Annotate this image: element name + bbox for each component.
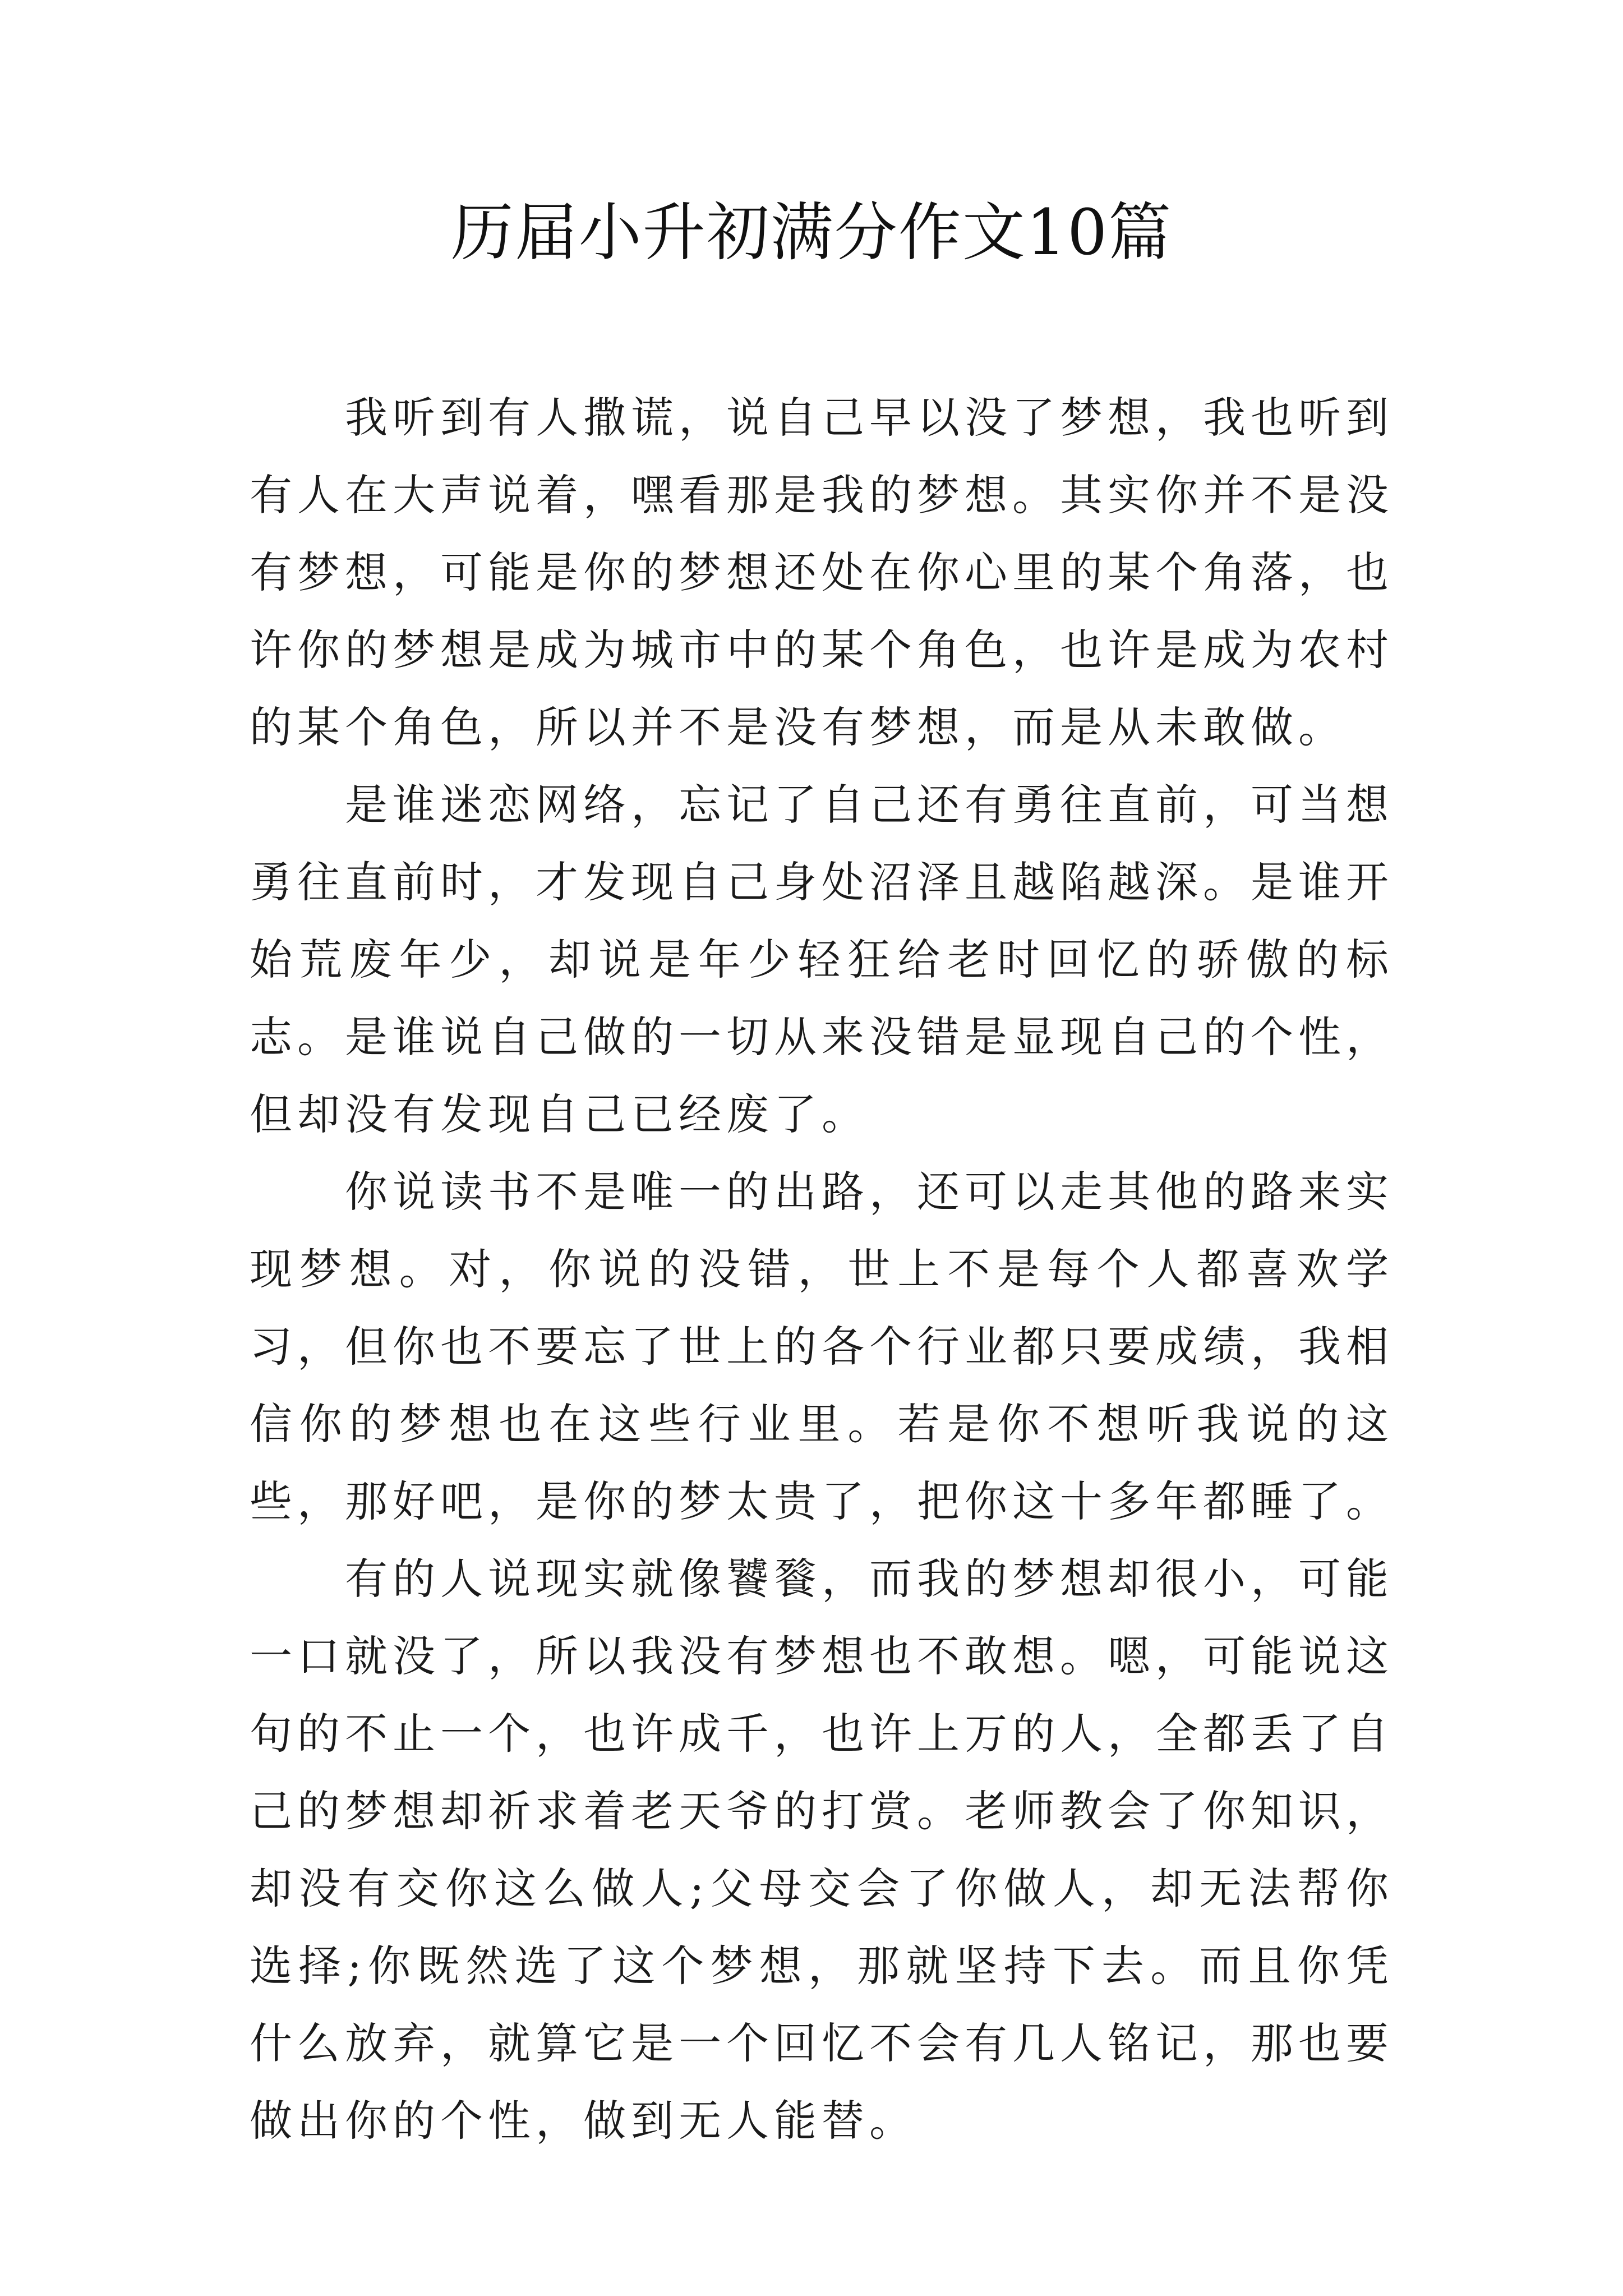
paragraph-3: 你说读书不是唯一的出路，还可以走其他的路来实现梦想。对，你说的没错，世上不是每个人都喜欢学习，但你也不要忘了世上的各个行业都只要成绩，我相信你的梦想也在这些行业里。若是你不想听我说的这些，那好吧，是你的梦太贵了，把你这十多年都睡了。 (250, 1167, 1394, 1526)
paragraph-4: 有的人说现实就像饕餮，而我的梦想却很小，可能一口就没了，所以我没有梦想也不敢想。嗯，可能说这句的不止一个，也许成千，也许上万的人，全都丢了自己的梦想却祈求着老天爷的打赏。老师教会了你知识，却没有交你这么做人;父母交会了你做人，却无法帮你选择;你既然选了这个梦想，那就坚持下去。而且你凭什么放弃，就算它是一个回忆不会有几人铭记，那也要做出你的个性，做到无人能替。 (250, 1554, 1394, 2146)
paragraph-1: 我听到有人撒谎，说自己早以没了梦想，我也听到有人在大声说着，嘿看那是我的梦想。其实你并不是没有梦想，可能是你的梦想还处在你心里的某个角落，也许你的梦想是成为城市中的某个角色，也许是成为农村的某个角色，所以并不是没有梦想，而是从未敢做。 (250, 393, 1394, 752)
paragraph-2: 是谁迷恋网络，忘记了自己还有勇往直前，可当想勇往直前时，才发现自己身处沼泽且越陷越深。是谁开始荒废年少，却说是年少轻狂给老时回忆的骄傲的标志。是谁说自己做的一切从来没错是显现自己的个性，但却没有发现自己已经废了。 (250, 780, 1394, 1139)
document-title: 历届小升初满分作文10篇 (450, 196, 1173, 269)
document-body (250, 379, 1394, 2160)
